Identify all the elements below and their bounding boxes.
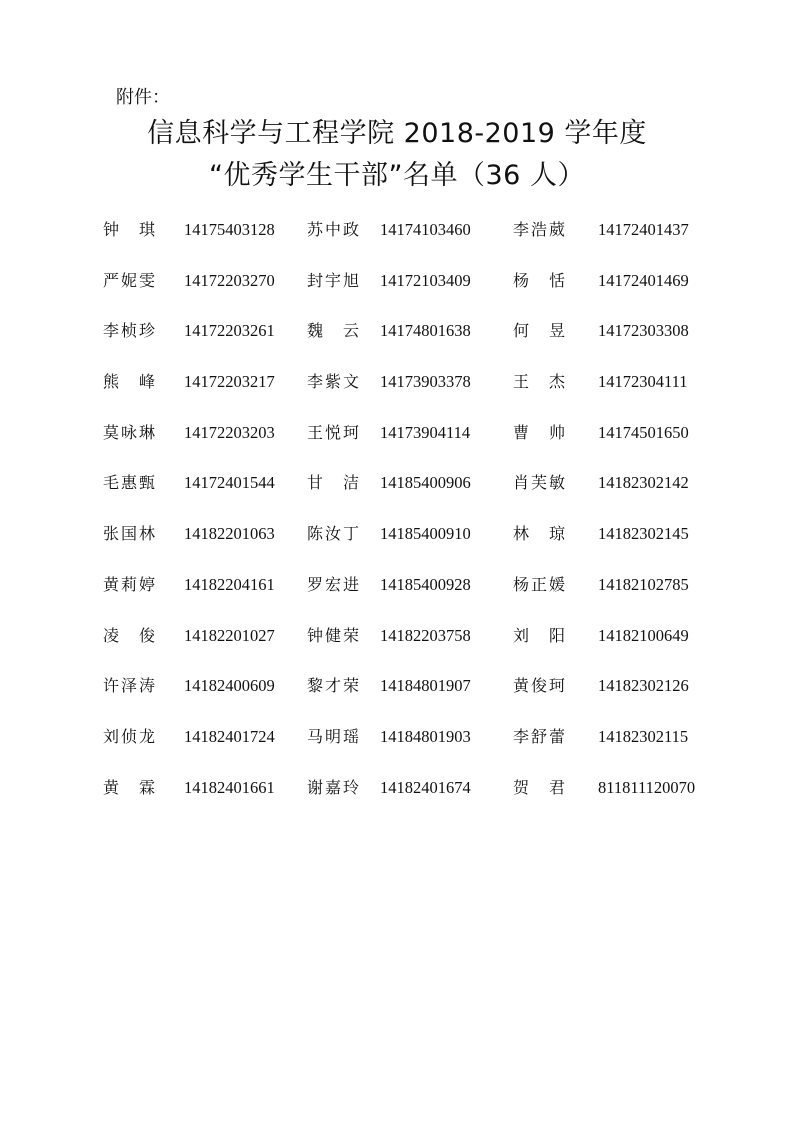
- student-name: 黄 霖: [103, 777, 158, 797]
- student-id: 14172203261: [184, 321, 275, 341]
- student-id: 14182100649: [598, 625, 689, 645]
- student-id: 14174801638: [380, 321, 471, 341]
- student-name: 钟 琪: [103, 220, 158, 239]
- student-name: 刘 阳: [513, 625, 568, 645]
- student-name: 苏中政: [307, 220, 362, 239]
- student-id: 811811120070: [598, 777, 696, 797]
- student-id: 14175403128: [184, 220, 275, 239]
- student-id: 14172203217: [184, 372, 275, 392]
- student-id: 14182201063: [184, 524, 275, 544]
- student-id: 14185400928: [380, 574, 471, 594]
- student-id: 14172401437: [598, 220, 689, 239]
- student-name: 罗宏进: [307, 574, 362, 594]
- student-id: 14174501650: [598, 422, 689, 442]
- list-row: [0, 670, 794, 721]
- student-name: 刘侦龙: [103, 726, 158, 746]
- student-name: 何 昱: [513, 321, 568, 341]
- student-name: 肖芙敏: [513, 473, 568, 493]
- student-id: 14182401674: [380, 777, 471, 797]
- student-id: 14182302142: [598, 473, 689, 493]
- list-row: [0, 569, 794, 620]
- student-name: 李舒蕾: [513, 726, 568, 746]
- student-name: 黄莉婷: [103, 574, 158, 594]
- list-row: [0, 518, 794, 569]
- student-list: [0, 214, 794, 822]
- student-id: 14172303308: [598, 321, 689, 341]
- student-name: 毛惠甄: [103, 473, 158, 493]
- student-name: 严妮雯: [103, 270, 158, 290]
- student-id: 14172304111: [598, 372, 688, 392]
- student-id: 14172203270: [184, 270, 275, 290]
- student-name: 莫咏琳: [103, 422, 158, 442]
- student-id: 14182102785: [598, 574, 689, 594]
- student-id: 14182302126: [598, 676, 689, 696]
- student-id: 14182401661: [184, 777, 275, 797]
- list-row: [0, 366, 794, 417]
- student-id: 14172401469: [598, 270, 689, 290]
- student-name: 熊 峰: [103, 372, 158, 392]
- student-name: 李桢珍: [103, 321, 158, 341]
- student-name: 陈汝丁: [307, 524, 362, 544]
- list-row: [0, 315, 794, 366]
- attachment-label: 附件：: [116, 87, 170, 108]
- student-name: 曹 帅: [513, 422, 568, 442]
- list-row: [0, 772, 794, 823]
- student-id: 14173903378: [380, 372, 471, 392]
- student-id: 14184801907: [380, 676, 471, 696]
- student-name: 甘 洁: [307, 473, 362, 493]
- student-name: 魏 云: [307, 321, 362, 341]
- student-id: 14182401724: [184, 726, 275, 746]
- title-line-2: “优秀学生干部”名单（36 人）: [209, 160, 585, 191]
- student-id: 14184801903: [380, 726, 471, 746]
- student-id: 14182201027: [184, 625, 275, 645]
- student-id: 14182400609: [184, 676, 275, 696]
- list-row: [0, 620, 794, 671]
- student-name: 马明瑶: [307, 726, 362, 746]
- student-id: 14172103409: [380, 270, 471, 290]
- student-id: 14182203758: [380, 625, 471, 645]
- student-name: 黄俊珂: [513, 676, 568, 696]
- student-name: 凌 俊: [103, 625, 158, 645]
- student-name: 钟健荣: [307, 625, 362, 645]
- student-name: 李浩葳: [513, 220, 568, 239]
- student-id: 14172203203: [184, 422, 275, 442]
- student-name: 王 杰: [513, 372, 568, 392]
- student-name: 黎才荣: [307, 676, 362, 696]
- list-row: [0, 721, 794, 772]
- student-id: 14182302145: [598, 524, 689, 544]
- list-row: [0, 417, 794, 468]
- student-name: 许泽涛: [103, 676, 158, 696]
- student-id: 14173904114: [380, 422, 471, 442]
- student-id: 14182204161: [184, 574, 275, 594]
- student-name: 李紫文: [307, 372, 362, 392]
- title-line-1: 信息科学与工程学院 2018-2019 学年度: [147, 118, 647, 149]
- student-name: 张国林: [103, 524, 158, 544]
- list-row: [0, 265, 794, 316]
- list-row: [0, 467, 794, 518]
- student-name: 杨 恬: [513, 270, 568, 290]
- list-row: [0, 214, 794, 265]
- student-id: 14182302115: [598, 726, 689, 746]
- student-name: 贺 君: [513, 777, 568, 797]
- student-name: 王悦珂: [307, 422, 362, 442]
- student-name: 林 琼: [513, 524, 568, 544]
- student-name: 杨正媛: [513, 574, 568, 594]
- student-name: 谢嘉玲: [307, 777, 362, 797]
- student-id: 14185400906: [380, 473, 471, 493]
- student-name: 封宇旭: [307, 270, 362, 290]
- student-id: 14174103460: [380, 220, 471, 239]
- student-id: 14185400910: [380, 524, 471, 544]
- student-id: 14172401544: [184, 473, 275, 493]
